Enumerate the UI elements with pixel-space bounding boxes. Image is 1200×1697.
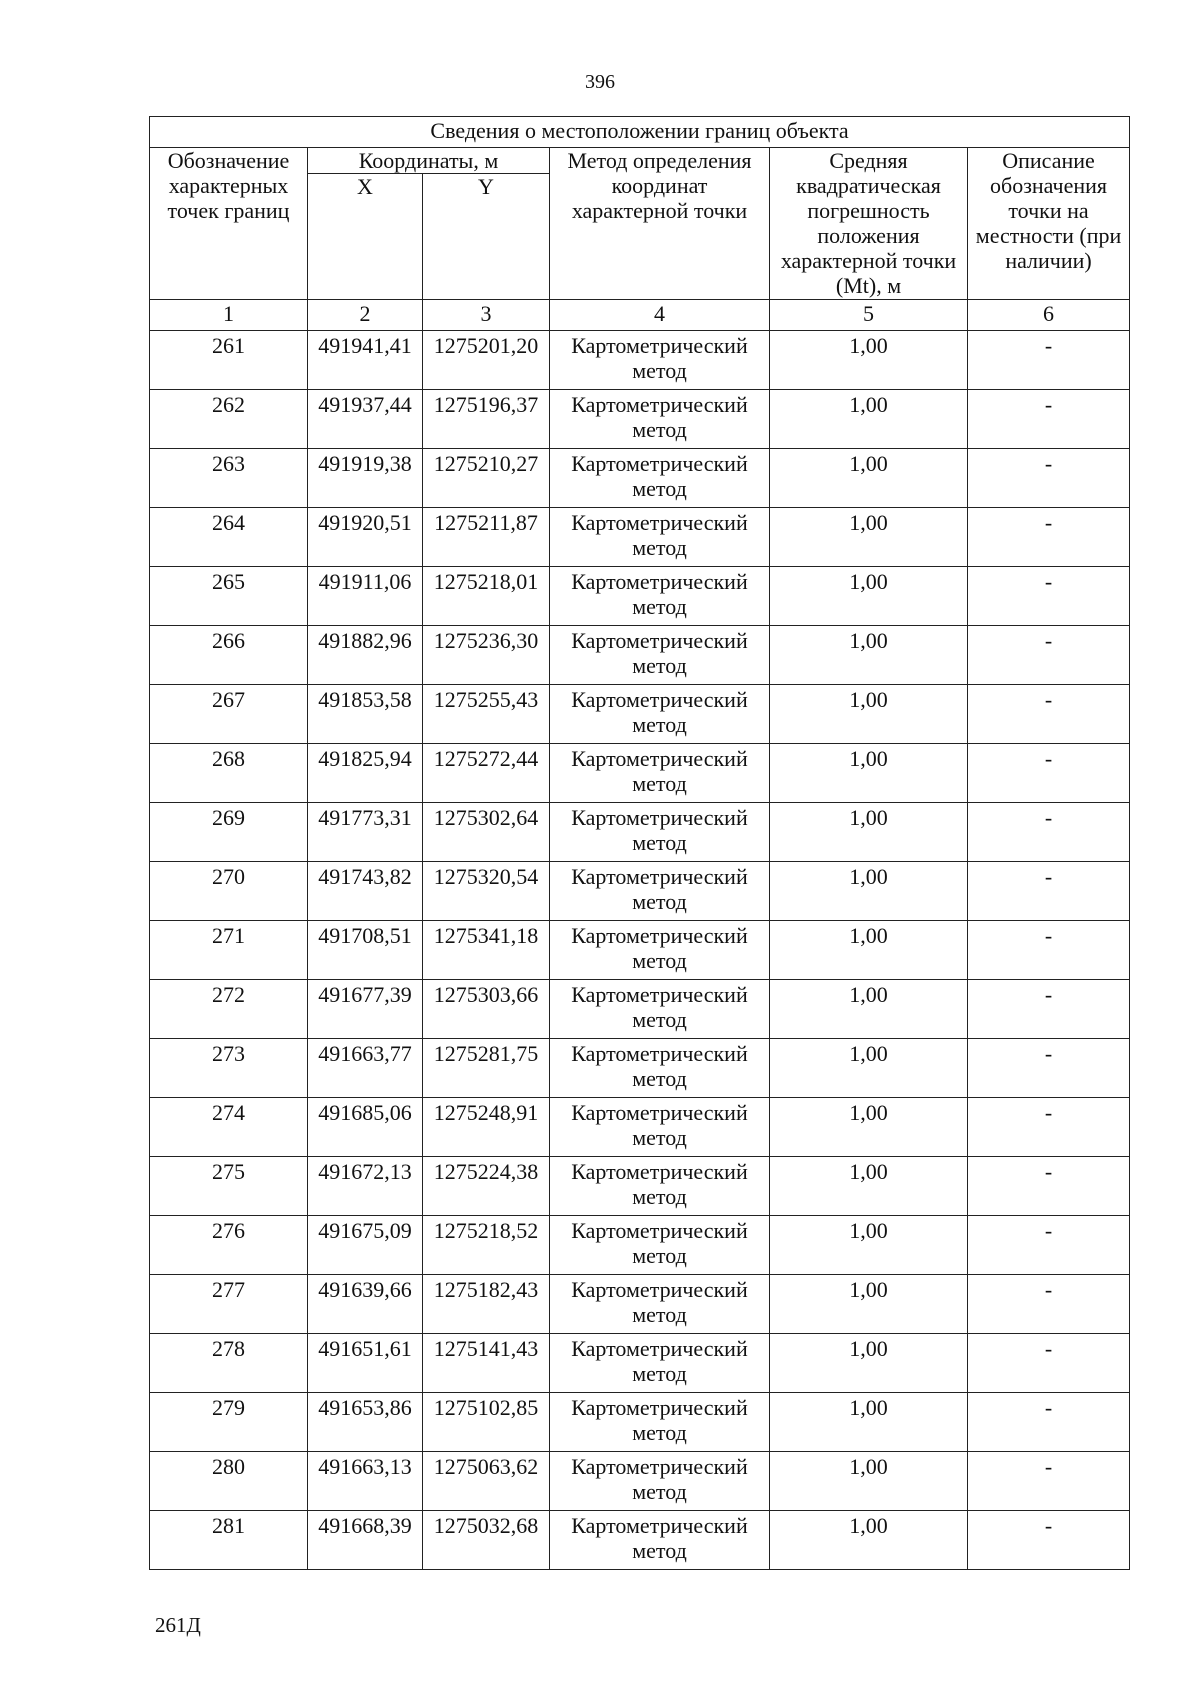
table-row: [150, 1393, 1130, 1452]
cell-method: Картометрический метод: [550, 390, 770, 449]
column-number: 3: [423, 300, 550, 331]
cell-error: 1,00: [770, 1393, 968, 1452]
cell-point: 266: [150, 626, 308, 685]
table-title-row: [150, 117, 1130, 148]
boundary-coordinates-table: [149, 116, 1130, 1570]
cell-description: -: [968, 1393, 1130, 1452]
cell-x: 491708,51: [308, 921, 423, 980]
cell-method: Картометрический метод: [550, 1334, 770, 1393]
cell-error: 1,00: [770, 1157, 968, 1216]
cell-x: 491677,39: [308, 980, 423, 1039]
cell-error: 1,00: [770, 980, 968, 1039]
header-error: Средняя квадратическая погрешность положения характерной точки (Mt), м: [770, 148, 968, 300]
cell-description: -: [968, 1039, 1130, 1098]
cell-point: 279: [150, 1393, 308, 1452]
cell-y: 1275210,27: [423, 449, 550, 508]
table-row: [150, 980, 1130, 1039]
cell-point: 267: [150, 685, 308, 744]
cell-y: 1275211,87: [423, 508, 550, 567]
cell-y: 1275303,66: [423, 980, 550, 1039]
page-number: 396: [585, 71, 615, 93]
cell-method: Картометрический метод: [550, 1039, 770, 1098]
cell-x: 491920,51: [308, 508, 423, 567]
cell-y: 1275272,44: [423, 744, 550, 803]
cell-y: 1275063,62: [423, 1452, 550, 1511]
cell-error: 1,00: [770, 744, 968, 803]
table-row: [150, 1098, 1130, 1157]
cell-description: -: [968, 449, 1130, 508]
cell-method: Картометрический метод: [550, 1098, 770, 1157]
table-row: [150, 1334, 1130, 1393]
cell-description: -: [968, 567, 1130, 626]
cell-point: 263: [150, 449, 308, 508]
cell-x: 491675,09: [308, 1216, 423, 1275]
table-row: [150, 744, 1130, 803]
cell-error: 1,00: [770, 921, 968, 980]
table-row: [150, 1216, 1130, 1275]
table-row: [150, 1511, 1130, 1570]
cell-method: Картометрический метод: [550, 567, 770, 626]
cell-point: 272: [150, 980, 308, 1039]
cell-method: Картометрический метод: [550, 980, 770, 1039]
cell-description: -: [968, 1157, 1130, 1216]
cell-point: 265: [150, 567, 308, 626]
cell-method: Картометрический метод: [550, 862, 770, 921]
cell-y: 1275141,43: [423, 1334, 550, 1393]
cell-x: 491937,44: [308, 390, 423, 449]
cell-y: 1275341,18: [423, 921, 550, 980]
cell-x: 491911,06: [308, 567, 423, 626]
cell-y: 1275218,01: [423, 567, 550, 626]
header-description: Описание обозначения точки на местности (при наличии): [968, 148, 1130, 300]
cell-y: 1275201,20: [423, 331, 550, 390]
cell-x: 491853,58: [308, 685, 423, 744]
cell-description: -: [968, 1334, 1130, 1393]
cell-point: 269: [150, 803, 308, 862]
cell-description: -: [968, 1098, 1130, 1157]
cell-description: -: [968, 1511, 1130, 1570]
cell-x: 491672,13: [308, 1157, 423, 1216]
table-row: [150, 1039, 1130, 1098]
cell-error: 1,00: [770, 331, 968, 390]
table-title: Сведения о местоположении границ объекта: [150, 117, 1130, 148]
table-row: [150, 390, 1130, 449]
cell-point: 270: [150, 862, 308, 921]
cell-y: 1275236,30: [423, 626, 550, 685]
header-row: [150, 148, 1130, 174]
cell-error: 1,00: [770, 1334, 968, 1393]
cell-y: 1275102,85: [423, 1393, 550, 1452]
cell-method: Картометрический метод: [550, 1157, 770, 1216]
table-row: [150, 685, 1130, 744]
cell-method: Картометрический метод: [550, 1216, 770, 1275]
cell-description: -: [968, 508, 1130, 567]
cell-error: 1,00: [770, 1098, 968, 1157]
cell-method: Картометрический метод: [550, 744, 770, 803]
cell-x: 491653,86: [308, 1393, 423, 1452]
cell-method: Картометрический метод: [550, 1511, 770, 1570]
column-number-row: [150, 300, 1130, 331]
cell-y: 1275196,37: [423, 390, 550, 449]
cell-point: 271: [150, 921, 308, 980]
cell-method: Картометрический метод: [550, 626, 770, 685]
cell-error: 1,00: [770, 862, 968, 921]
cell-y: 1275302,64: [423, 803, 550, 862]
cell-method: Картометрический метод: [550, 508, 770, 567]
cell-error: 1,00: [770, 685, 968, 744]
cell-method: Картометрический метод: [550, 921, 770, 980]
cell-error: 1,00: [770, 1452, 968, 1511]
column-number: 4: [550, 300, 770, 331]
header-point: Обозначение характерных точек границ: [150, 148, 308, 300]
document-code: 261Д: [155, 1613, 201, 1637]
cell-point: 273: [150, 1039, 308, 1098]
cell-y: 1275248,91: [423, 1098, 550, 1157]
table-row: [150, 567, 1130, 626]
cell-error: 1,00: [770, 449, 968, 508]
cell-x: 491825,94: [308, 744, 423, 803]
cell-y: 1275182,43: [423, 1275, 550, 1334]
cell-point: 268: [150, 744, 308, 803]
cell-y: 1275255,43: [423, 685, 550, 744]
table-row: [150, 1275, 1130, 1334]
cell-x: 491663,77: [308, 1039, 423, 1098]
cell-error: 1,00: [770, 1275, 968, 1334]
column-number: 1: [150, 300, 308, 331]
table-row: [150, 449, 1130, 508]
cell-point: 262: [150, 390, 308, 449]
cell-x: 491668,39: [308, 1511, 423, 1570]
column-number: 5: [770, 300, 968, 331]
cell-error: 1,00: [770, 390, 968, 449]
cell-description: -: [968, 921, 1130, 980]
table-row: [150, 1452, 1130, 1511]
cell-description: -: [968, 1275, 1130, 1334]
cell-error: 1,00: [770, 803, 968, 862]
cell-method: Картометрический метод: [550, 685, 770, 744]
cell-method: Картометрический метод: [550, 1452, 770, 1511]
cell-description: -: [968, 390, 1130, 449]
cell-point: 275: [150, 1157, 308, 1216]
cell-error: 1,00: [770, 1511, 968, 1570]
table-row: [150, 921, 1130, 980]
cell-method: Картометрический метод: [550, 449, 770, 508]
cell-description: -: [968, 862, 1130, 921]
cell-method: Картометрический метод: [550, 1275, 770, 1334]
table-row: [150, 1157, 1130, 1216]
cell-point: 278: [150, 1334, 308, 1393]
cell-method: Картометрический метод: [550, 803, 770, 862]
cell-method: Картометрический метод: [550, 1393, 770, 1452]
table-row: [150, 626, 1130, 685]
cell-description: -: [968, 685, 1130, 744]
cell-x: 491941,41: [308, 331, 423, 390]
cell-description: -: [968, 744, 1130, 803]
header-x: X: [308, 174, 423, 300]
cell-x: 491663,13: [308, 1452, 423, 1511]
cell-description: -: [968, 1452, 1130, 1511]
cell-description: -: [968, 1216, 1130, 1275]
cell-point: 276: [150, 1216, 308, 1275]
cell-y: 1275281,75: [423, 1039, 550, 1098]
cell-error: 1,00: [770, 567, 968, 626]
cell-description: -: [968, 803, 1130, 862]
cell-point: 264: [150, 508, 308, 567]
table-row: [150, 508, 1130, 567]
cell-x: 491685,06: [308, 1098, 423, 1157]
cell-method: Картометрический метод: [550, 331, 770, 390]
cell-y: 1275032,68: [423, 1511, 550, 1570]
cell-point: 261: [150, 331, 308, 390]
header-y: Y: [423, 174, 550, 300]
cell-x: 491639,66: [308, 1275, 423, 1334]
cell-x: 491882,96: [308, 626, 423, 685]
cell-x: 491773,31: [308, 803, 423, 862]
cell-description: -: [968, 980, 1130, 1039]
table-row: [150, 331, 1130, 390]
cell-error: 1,00: [770, 1039, 968, 1098]
cell-point: 280: [150, 1452, 308, 1511]
cell-x: 491919,38: [308, 449, 423, 508]
header-method: Метод определения координат характерной точки: [550, 148, 770, 300]
header-coords: Координаты, м: [308, 148, 550, 174]
column-number: 6: [968, 300, 1130, 331]
cell-point: 274: [150, 1098, 308, 1157]
cell-y: 1275224,38: [423, 1157, 550, 1216]
cell-point: 277: [150, 1275, 308, 1334]
cell-x: 491743,82: [308, 862, 423, 921]
column-number: 2: [308, 300, 423, 331]
cell-error: 1,00: [770, 508, 968, 567]
cell-point: 281: [150, 1511, 308, 1570]
cell-x: 491651,61: [308, 1334, 423, 1393]
table-body: [150, 331, 1130, 1570]
cell-error: 1,00: [770, 1216, 968, 1275]
cell-error: 1,00: [770, 626, 968, 685]
table-row: [150, 862, 1130, 921]
cell-description: -: [968, 626, 1130, 685]
cell-description: -: [968, 331, 1130, 390]
table-row: [150, 803, 1130, 862]
cell-y: 1275218,52: [423, 1216, 550, 1275]
cell-y: 1275320,54: [423, 862, 550, 921]
